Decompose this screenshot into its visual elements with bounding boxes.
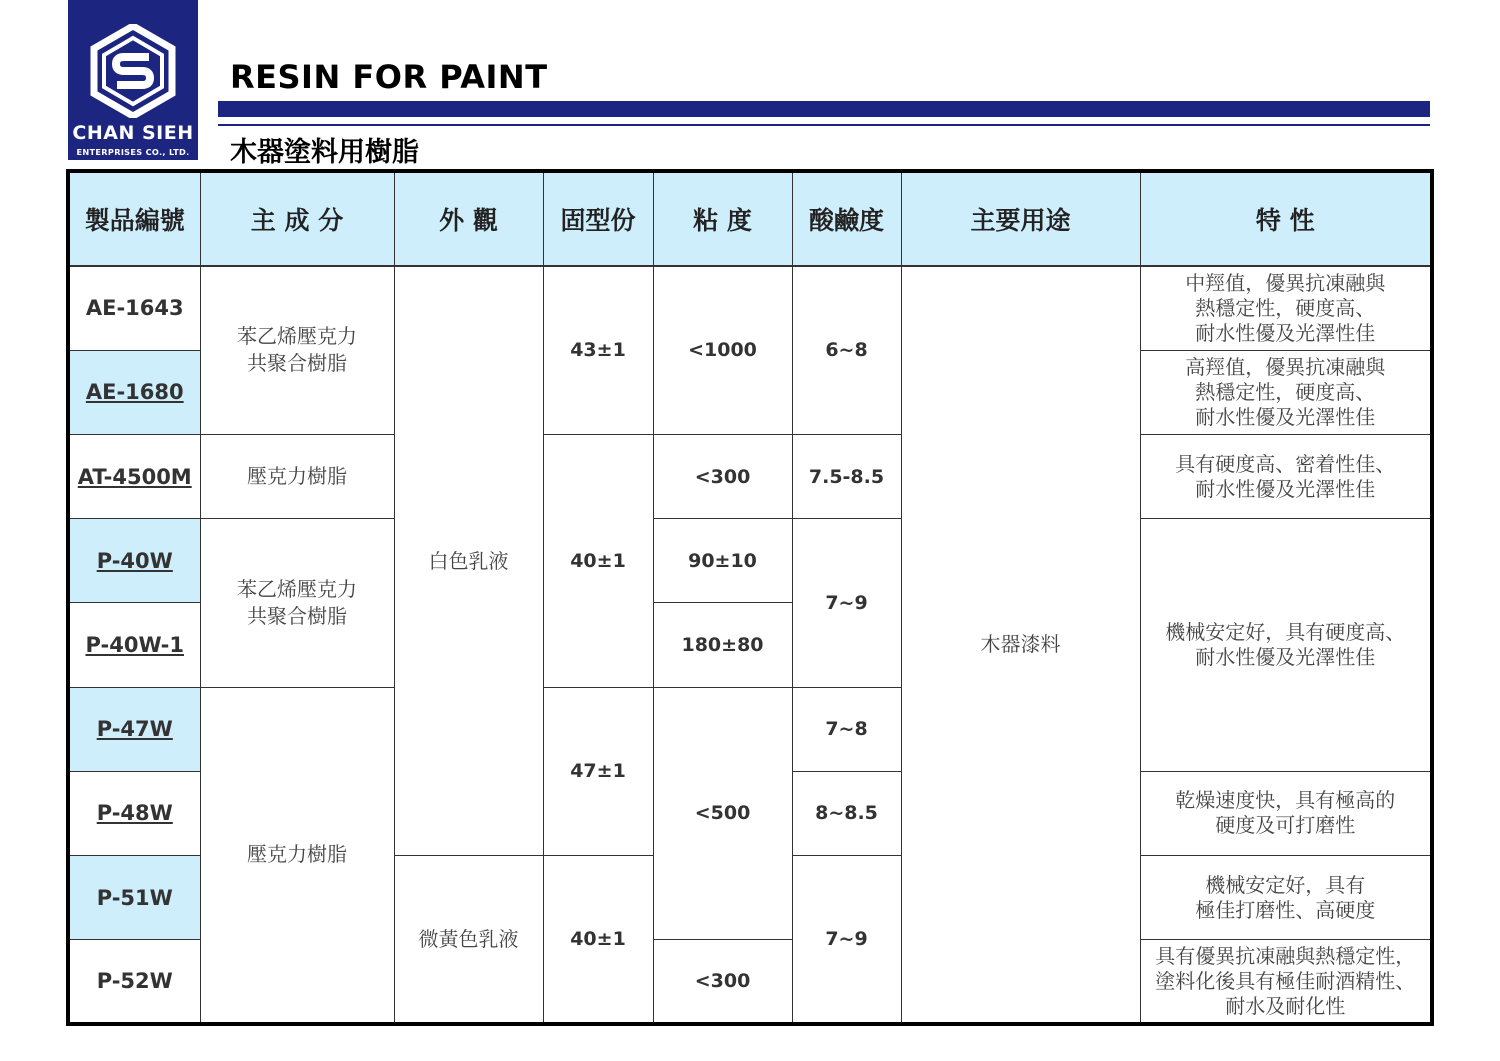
component-cell: 壓克力樹脂 (200, 434, 394, 518)
header-appearance: 外 觀 (394, 171, 543, 266)
product-code-cell[interactable] (68, 687, 200, 771)
title-divider-thick (218, 101, 1430, 117)
header-ph: 酸鹼度 (792, 171, 901, 266)
feature-line: 耐水性優及光澤性佳 (1195, 644, 1376, 669)
feature-line: 耐水性優及光澤性佳 (1195, 404, 1376, 429)
component-cell: 壓克力樹脂 (200, 687, 394, 1024)
appearance-cell: 白色乳液 (394, 266, 543, 856)
feature-line: 高羥值，優異抗凍融與 (1185, 354, 1386, 379)
product-code-cell[interactable] (68, 350, 200, 434)
ph-cell: 8~8.5 (792, 771, 901, 855)
component-line: 共聚合樹脂 (247, 351, 347, 376)
feature-line: 極佳打磨性、高硬度 (1195, 897, 1376, 922)
product-code-cell (68, 940, 200, 1024)
feature-line: 硬度及可打磨性 (1215, 813, 1356, 838)
chan-sieh-logo-icon (86, 24, 180, 118)
viscosity-cell: <1000 (653, 266, 792, 434)
features-cell (1140, 519, 1432, 772)
product-code-cell (68, 266, 200, 350)
page-title-english: RESIN FOR PAINT (230, 58, 548, 96)
logo-name: CHAN SIEH (72, 122, 194, 144)
header-solids: 固型份 (543, 171, 653, 266)
product-code-cell (68, 856, 200, 940)
feature-line: 機械安定好，具有 (1205, 872, 1366, 897)
header-viscosity: 粘 度 (653, 171, 792, 266)
feature-line: 熱穩定性，硬度高、 (1195, 379, 1376, 404)
table-row (68, 266, 1432, 350)
component-line: 共聚合樹脂 (247, 603, 347, 628)
appearance-cell: 微黃色乳液 (394, 856, 543, 1024)
solids-cell: 47±1 (543, 687, 653, 855)
header-product-code: 製品編號 (68, 171, 200, 266)
features-cell (1140, 771, 1432, 855)
viscosity-cell: <300 (653, 434, 792, 518)
component-line: 苯乙烯壓克力 (237, 576, 357, 601)
ph-cell: 7~8 (792, 687, 901, 771)
solids-cell: 40±1 (543, 856, 653, 1024)
company-logo (68, 0, 198, 160)
usage-cell: 木器漆料 (901, 266, 1140, 1024)
header-main-usage: 主要用途 (901, 171, 1140, 266)
product-code-link[interactable]: P-40W-1 (85, 632, 184, 657)
feature-line: 機械安定好，具有硬度高、 (1165, 619, 1406, 644)
viscosity-cell: <500 (653, 687, 792, 940)
product-code-link[interactable]: P-47W (96, 717, 173, 742)
ph-cell: 7~9 (792, 519, 901, 687)
features-cell (1140, 434, 1432, 518)
product-code-cell[interactable] (68, 519, 200, 603)
logo-subtitle: ENTERPRISES CO., LTD. (76, 147, 190, 157)
solids-cell: 43±1 (543, 266, 653, 434)
product-code-cell[interactable] (68, 603, 200, 687)
component-cell (200, 519, 394, 687)
product-code-link[interactable]: P-48W (96, 801, 173, 826)
product-code-link[interactable]: P-40W (96, 548, 173, 573)
table-header-row (68, 171, 1432, 266)
product-code: P-52W (96, 969, 173, 994)
product-code-cell[interactable] (68, 434, 200, 518)
feature-line: 熱穩定性，硬度高、 (1195, 295, 1376, 320)
feature-line: 乾燥速度快，具有極高的 (1175, 788, 1396, 813)
viscosity-cell: 180±80 (653, 603, 792, 687)
component-cell (200, 266, 394, 434)
feature-line: 耐水性優及光澤性佳 (1195, 476, 1376, 501)
features-cell (1140, 266, 1432, 350)
product-code-cell[interactable] (68, 771, 200, 855)
resin-spec-table (66, 169, 1434, 1026)
solids-cell: 40±1 (543, 434, 653, 687)
ph-cell: 7~9 (792, 856, 901, 1024)
product-code: AE-1643 (85, 296, 184, 321)
product-code-link[interactable]: AE-1680 (85, 380, 184, 405)
table-row (68, 519, 1432, 603)
feature-line: 具有硬度高、密着性佳、 (1175, 451, 1396, 476)
viscosity-cell: <300 (653, 940, 792, 1024)
product-code-link[interactable]: AT-4500M (77, 464, 192, 489)
header-main-component: 主 成 分 (200, 171, 394, 266)
feature-line: 塗料化後具有極佳耐酒精性、 (1155, 968, 1416, 993)
feature-line: 耐水及耐化性 (1225, 993, 1346, 1018)
viscosity-cell: 90±10 (653, 519, 792, 603)
features-cell (1140, 856, 1432, 940)
feature-line: 耐水性優及光澤性佳 (1195, 320, 1376, 345)
ph-cell: 7.5-8.5 (792, 434, 901, 518)
header-features: 特 性 (1140, 171, 1432, 266)
features-cell (1140, 940, 1432, 1024)
feature-line: 具有優異抗凍融與熱穩定性， (1155, 943, 1416, 968)
page-title-chinese: 木器塗料用樹脂 (230, 137, 419, 168)
component-line: 苯乙烯壓克力 (237, 324, 357, 349)
features-cell (1140, 350, 1432, 434)
table-row (68, 434, 1432, 518)
product-code: P-51W (96, 885, 173, 910)
feature-line: 中羥值，優異抗凍融與 (1185, 270, 1386, 295)
title-divider-thin (218, 124, 1430, 126)
ph-cell: 6~8 (792, 266, 901, 434)
